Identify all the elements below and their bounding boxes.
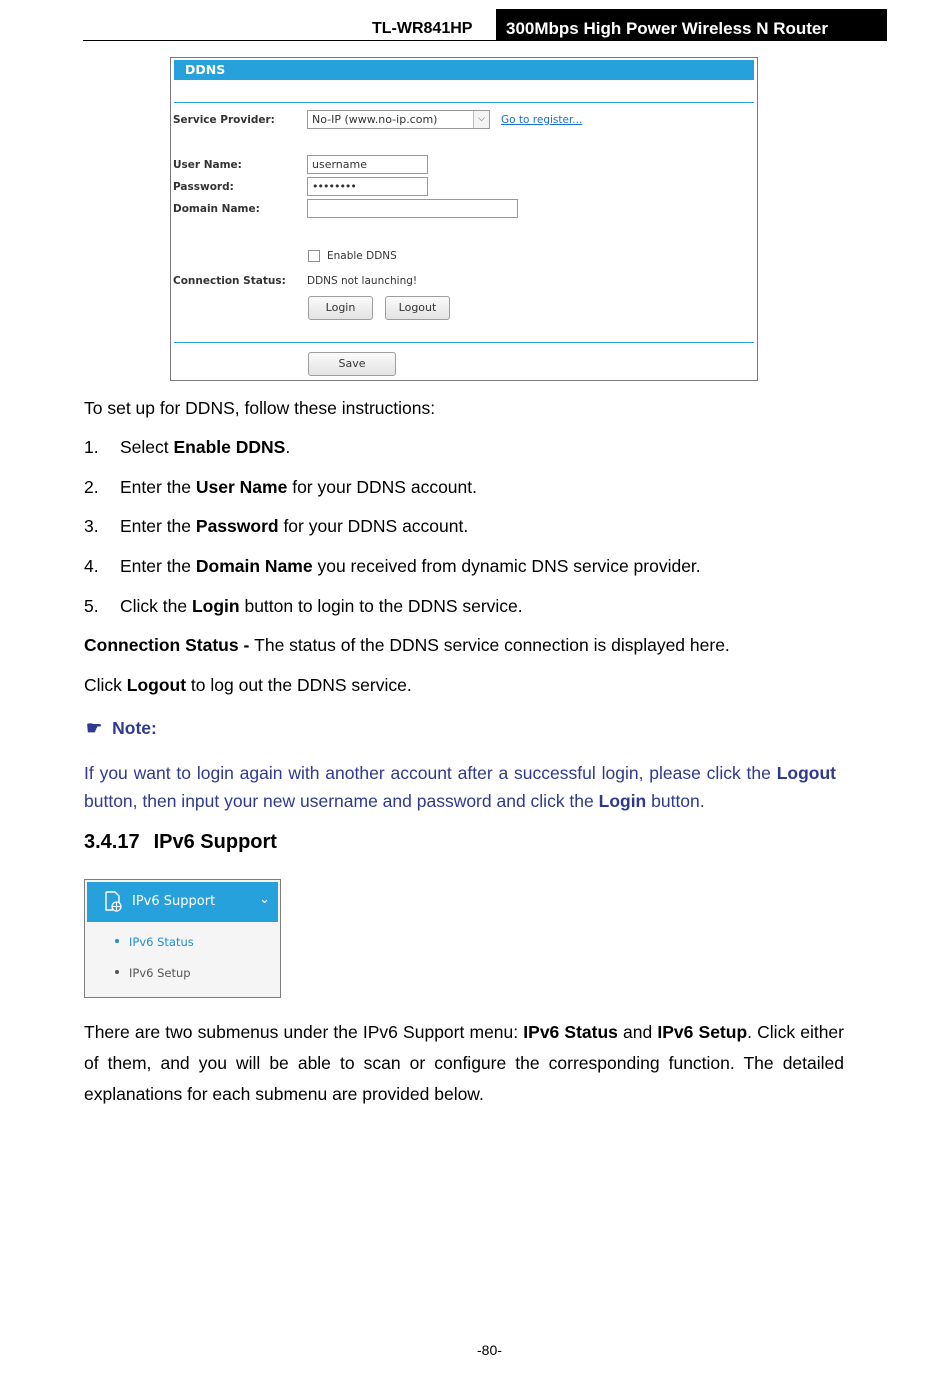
- ipv6-globe-page-icon: [104, 891, 122, 912]
- note-text: If you want to login again with another account after a successful login, please click the Logout button, then input your new username and password and click the Login button.: [84, 763, 836, 811]
- step-1-text: Select Enable DDNS.: [120, 437, 291, 457]
- connection-status-label: Connection Status:: [173, 275, 286, 287]
- header-rule: [83, 40, 887, 41]
- pointing-hand-icon: ☛: [86, 718, 103, 738]
- ipv6-menu: [84, 879, 281, 998]
- service-provider-label: Service Provider:: [173, 114, 275, 126]
- ipv6-menu-header[interactable]: [87, 882, 278, 922]
- instructions-intro: To set up for DDNS, follow these instructions:: [84, 398, 436, 418]
- domain-name-input[interactable]: [307, 199, 518, 218]
- enable-ddns-label: Enable DDNS: [327, 250, 397, 262]
- save-button[interactable]: Save: [308, 352, 396, 376]
- header-product-title: 300Mbps High Power Wireless N Router: [496, 9, 887, 41]
- section-heading: 3.4.17 IPv6 Support: [84, 831, 277, 853]
- menu-item-ipv6-setup[interactable]: IPv6 Setup: [115, 966, 191, 980]
- step-2-number: 2.: [84, 477, 99, 497]
- header-model: TL-WR841HP: [372, 20, 473, 37]
- menu-item-ipv6-status[interactable]: IPv6 Status: [115, 935, 194, 949]
- step-1-number: 1.: [84, 437, 99, 457]
- logout-button[interactable]: Logout: [385, 296, 450, 320]
- step-2-text: Enter the User Name for your DDNS account.: [120, 477, 477, 497]
- password-input[interactable]: ••••••••: [307, 177, 428, 196]
- step-4-number: 4.: [84, 556, 99, 576]
- enable-ddns-checkbox[interactable]: [308, 250, 320, 262]
- domain-name-label: Domain Name:: [173, 203, 260, 215]
- step-3-text: Enter the Password for your DDNS account.: [120, 516, 469, 536]
- note-heading: ☛ Note:: [86, 718, 157, 738]
- service-provider-value: No-IP (www.no-ip.com): [312, 113, 438, 126]
- register-link[interactable]: Go to register...: [501, 114, 583, 126]
- chevron-down-icon: ⌄: [259, 892, 270, 907]
- ipv6-menu-header-label: IPv6 Support: [132, 894, 216, 909]
- connection-status-value: DDNS not launching!: [307, 275, 418, 287]
- password-label: Password:: [173, 181, 234, 193]
- logout-description: Click Logout to log out the DDNS service.: [84, 675, 412, 695]
- user-name-input[interactable]: username: [307, 155, 428, 174]
- step-3-number: 3.: [84, 516, 99, 536]
- step-5-number: 5.: [84, 596, 99, 616]
- ddns-title-divider: [174, 102, 754, 103]
- page-number: -80-: [477, 1342, 502, 1358]
- login-button[interactable]: Login: [308, 296, 373, 320]
- user-name-label: User Name:: [173, 159, 242, 171]
- ddns-footer-divider: [174, 342, 754, 343]
- service-provider-select[interactable]: [307, 110, 490, 129]
- ddns-panel: [170, 57, 758, 381]
- chevron-down-icon: ⌵: [473, 111, 489, 128]
- ipv6-description: There are two submenus under the IPv6 Support menu: IPv6 Status and IPv6 Setup. Click either of them, and you will be able to scan or configure the corresponding function. The detailed explanations for each submenu are provided below.: [84, 1022, 844, 1104]
- step-5-text: Click the Login button to login to the DDNS service.: [120, 596, 523, 616]
- connection-status-description: Connection Status - The status of the DDNS service connection is displayed here.: [84, 635, 730, 655]
- bullet-icon: [115, 970, 119, 974]
- step-4-text: Enter the Domain Name you received from dynamic DNS service provider.: [120, 556, 701, 576]
- ddns-panel-title: DDNS: [174, 60, 754, 80]
- bullet-icon: [115, 939, 119, 943]
